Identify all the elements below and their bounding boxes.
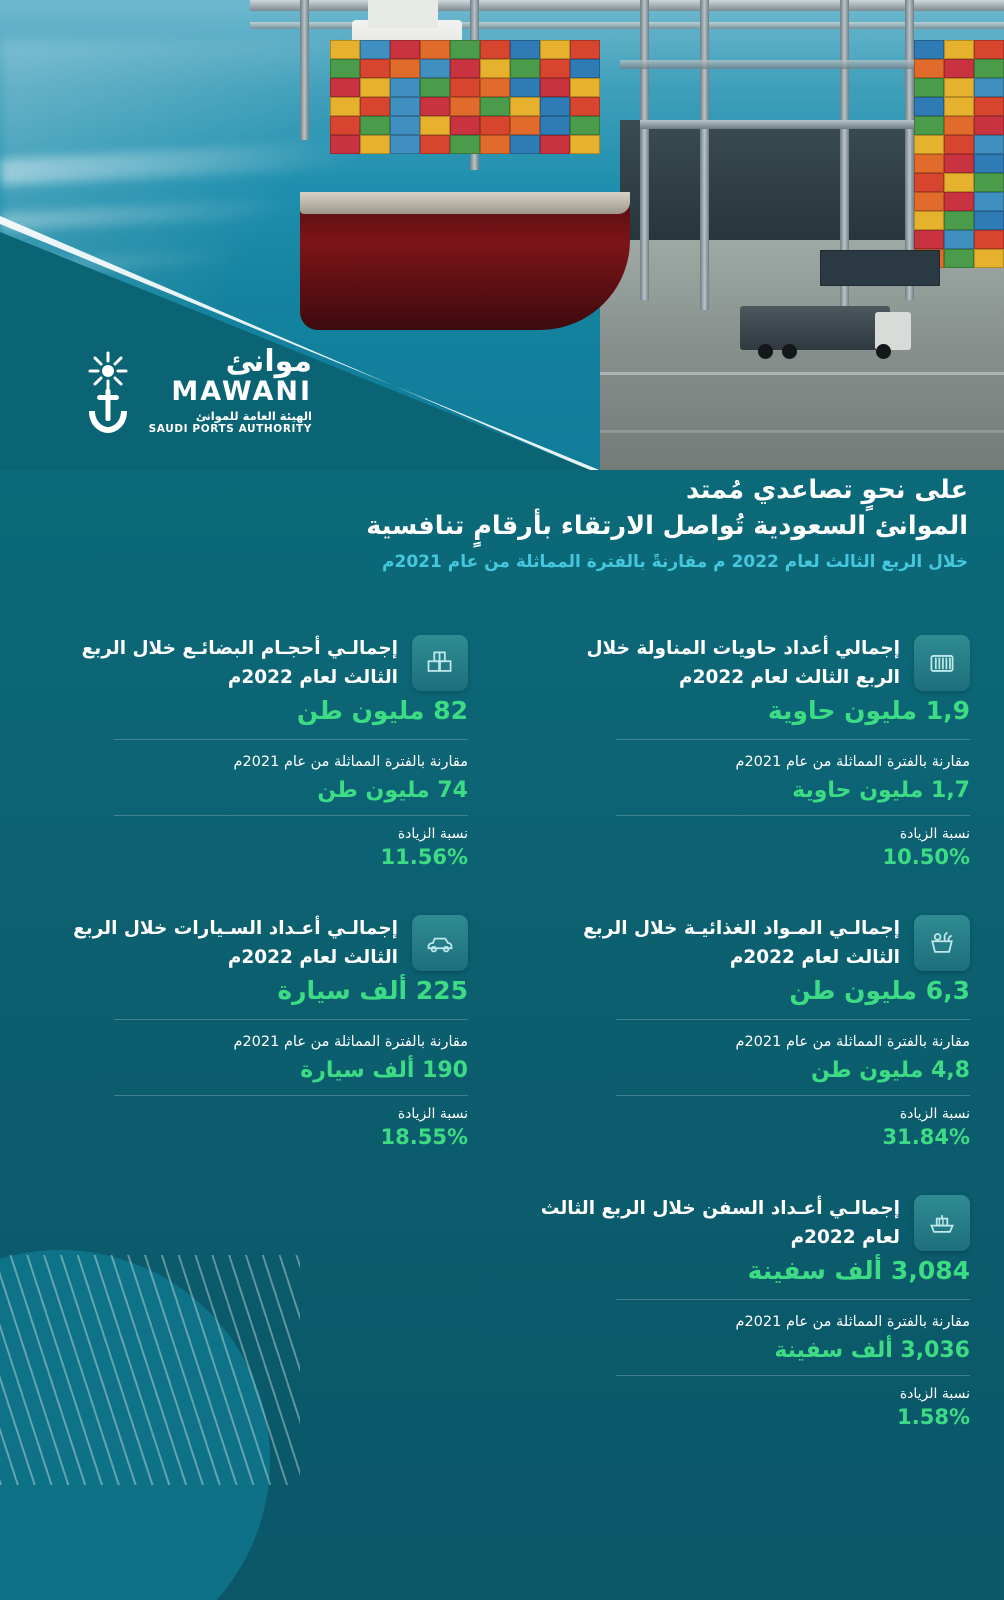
logo-wordmark xyxy=(149,345,312,435)
logo-name-english: MAWANI xyxy=(171,376,312,407)
card-compare-value: 190 ألف سيارة xyxy=(300,1058,468,1084)
card-header xyxy=(38,915,468,972)
card-divider xyxy=(114,815,468,816)
truck-wheel xyxy=(782,344,797,359)
mawani-logo xyxy=(62,345,312,455)
card-increase-value: 18.55% xyxy=(380,1125,468,1150)
card-title: إجمالـي أحجـام البضائـع خلال الربع الثالث لعام 2022م xyxy=(81,638,398,688)
card-main-value: 225 ألف سيارة xyxy=(277,976,468,1006)
container-icon xyxy=(914,635,970,691)
card-increase-value: 31.84% xyxy=(882,1125,970,1150)
stats-grid xyxy=(0,635,1004,1475)
card-compare-label: مقارنة بالفترة المماثلة من عام 2021م xyxy=(233,1034,468,1051)
truck-wheel xyxy=(758,344,773,359)
card-header xyxy=(540,635,970,692)
ship-bridge xyxy=(368,0,438,28)
ship-icon xyxy=(914,1195,970,1251)
card-main-value: 6,3 مليون طن xyxy=(789,976,970,1006)
logo-subtitle-english: SAUDI PORTS AUTHORITY xyxy=(148,423,312,436)
card-increase-label: نسبة الزيادة xyxy=(899,1386,970,1403)
headline-block xyxy=(38,472,968,572)
card-compare-value: 4,8 مليون طن xyxy=(811,1058,970,1084)
car-icon xyxy=(412,915,468,971)
card-increase-value: 10.50% xyxy=(882,845,970,870)
stat-card-ships xyxy=(540,1195,970,1429)
quay-marking xyxy=(600,430,1004,433)
food-basket-icon xyxy=(914,915,970,971)
card-divider xyxy=(616,815,970,816)
card-header xyxy=(540,1195,970,1252)
crane-boom xyxy=(620,60,920,69)
stat-card-cars xyxy=(38,915,468,1149)
card-divider xyxy=(616,1095,970,1096)
card-increase-value: 1.58% xyxy=(897,1405,970,1430)
logo-subtitle-arabic: الهيئة العامة للموانئ xyxy=(195,409,312,424)
container-stack xyxy=(330,40,600,154)
crane-boom xyxy=(640,120,920,129)
anchor-compass-icon xyxy=(77,349,139,435)
crane-leg xyxy=(700,0,709,310)
crane-beam xyxy=(250,0,1004,11)
card-increase-value: 11.56% xyxy=(380,845,468,870)
stat-card-cargo-volume xyxy=(38,635,468,869)
dock-container-stack xyxy=(900,40,1004,268)
quay-surface xyxy=(600,240,1004,490)
card-main-value: 1,9 مليون حاوية xyxy=(767,696,970,726)
page-title xyxy=(38,472,968,544)
stat-card-containers xyxy=(540,635,970,869)
card-compare-label: مقارنة بالفترة المماثلة من عام 2021م xyxy=(735,1034,970,1051)
card-divider xyxy=(616,1299,970,1300)
ship-deck xyxy=(300,192,630,214)
card-title: إجمالـي المـواد الغذائيـة خلال الربع الثالث لعام 2022م xyxy=(583,918,900,968)
quay-marking xyxy=(600,372,1004,375)
ship-hull xyxy=(300,205,630,330)
card-title: إجمالـي أعـداد السـيارات خلال الربع الثالث لعام 2022م xyxy=(73,918,398,968)
card-main-value: 3,084 ألف سفينة xyxy=(747,1256,970,1286)
card-divider xyxy=(616,1019,970,1020)
card-header xyxy=(38,635,468,692)
card-divider xyxy=(114,739,468,740)
card-divider xyxy=(114,1095,468,1096)
stat-card-foodstuff xyxy=(540,915,970,1149)
card-header xyxy=(540,915,970,972)
stats-row xyxy=(0,915,1004,1195)
dock-container xyxy=(820,250,940,286)
truck-wheel xyxy=(876,344,891,359)
card-compare-label: مقارنة بالفترة المماثلة من عام 2021م xyxy=(735,1314,970,1331)
headline-subtitle: خلال الربع الثالث لعام 2022 م مقارنةً بالفترة المماثلة من عام 2021م xyxy=(382,552,968,573)
card-compare-value: 74 مليون طن xyxy=(317,778,468,804)
card-increase-label: نسبة الزيادة xyxy=(899,826,970,843)
headline-line-1: على نحوٍ تصاعدي مُمتد xyxy=(685,475,968,505)
card-divider xyxy=(114,1019,468,1020)
card-divider xyxy=(616,1375,970,1376)
card-divider xyxy=(616,739,970,740)
crane-leg xyxy=(300,0,309,140)
card-compare-value: 1,7 مليون حاوية xyxy=(792,778,970,804)
card-increase-label: نسبة الزيادة xyxy=(397,1106,468,1123)
stats-row xyxy=(0,635,1004,915)
crane-leg xyxy=(640,0,649,300)
card-title: إجمالـي أعـداد السفن خلال الربع الثالث لعام 2022م xyxy=(540,1198,900,1248)
headline-line-2: الموانئ السعودية تُواصل الارتقاء بأرقامٍ تنافسية xyxy=(366,511,968,542)
card-main-value: 82 مليون طن xyxy=(296,696,468,726)
card-increase-label: نسبة الزيادة xyxy=(899,1106,970,1123)
card-compare-value: 3,036 ألف سفينة xyxy=(774,1338,970,1364)
card-title: إجمالي أعداد حاويات المناولة خلال الربع الثالث لعام 2022م xyxy=(586,638,900,688)
card-compare-label: مقارنة بالفترة المماثلة من عام 2021م xyxy=(233,754,468,771)
card-compare-label: مقارنة بالفترة المماثلة من عام 2021م xyxy=(735,754,970,771)
card-increase-label: نسبة الزيادة xyxy=(397,826,468,843)
stats-row xyxy=(0,1195,1004,1475)
cargo-boxes-icon xyxy=(412,635,468,691)
logo-name-arabic: موانئ xyxy=(225,344,312,379)
